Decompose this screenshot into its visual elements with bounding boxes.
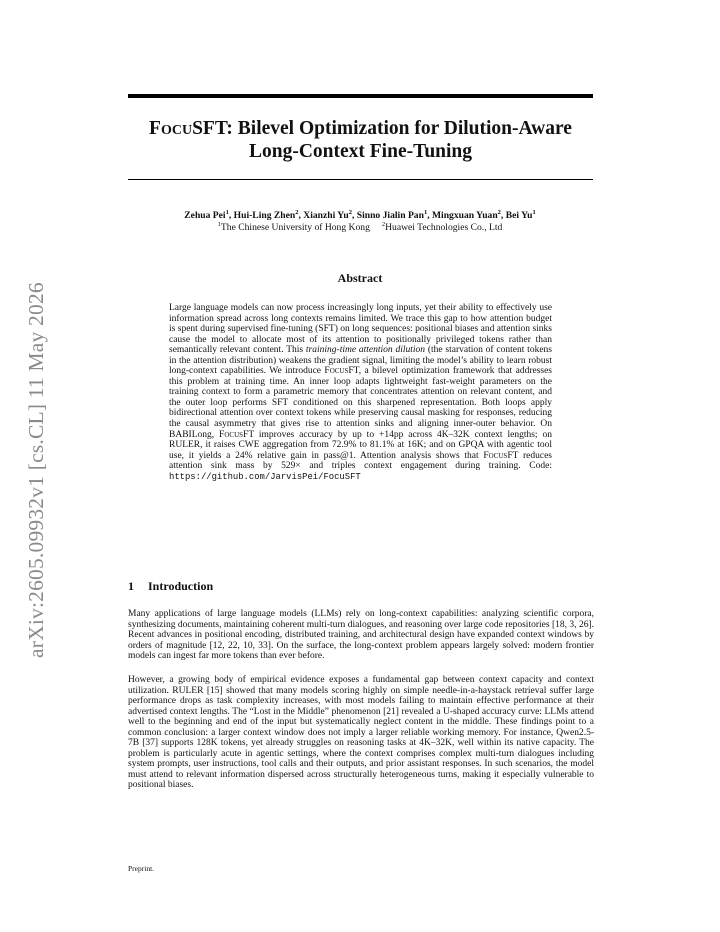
preprint-footnote: Preprint.: [128, 864, 155, 873]
title-method-name: FocuSFT: [149, 118, 227, 139]
paper-title: [120, 117, 601, 163]
author-list: Zehua Pei$^1$, Hui-Ling Zhen$^2$, Xianzhi Yu$^2$, Sinno Jialin Pan$^1$, Mingxuan Yuan$^2$, Bei Yu$^1$: [184, 209, 536, 221]
author: Mingxuan Yuan$^2$: [431, 209, 501, 221]
author: Sinno Jialin Pan$^1$: [356, 209, 428, 221]
affiliation: $^1$The Chinese University of Hong Kong: [217, 221, 370, 233]
abstract-emphasis: training-time attention dilution: [305, 345, 426, 356]
affiliation: $^2$Huawei Technologies Co., Ltd: [381, 221, 503, 233]
code-repository-link[interactable]: https://github.com/JarvisPei/FocuSFT: [169, 471, 361, 482]
author: Hui-Ling Zhen$^2$: [233, 209, 299, 221]
abstract-body: Large language models can now process increasingly long inputs, yet their ability to effectively use information spread across long contexts remains limited. We trace this gap to how attention budget is spent during supervised fine-tuning (SFT) on long sequences: positional biases and attention sinks cause the model to allocate most of its attention to positionally privileged tokens rather than semantically relevant content. This training-time attention dilution (the starvation of content tokens in the attention distribution) weakens the gradient signal, limiting the model’s ability to learn robust long-context capabilities. We introduce FocusFT, a bilevel optimization framework that addresses this problem at training time. An inner loop adapts lightweight fast-weight parameters on the training context to form a parametric memory that concentrates attention on relevant content, and the outer loop performs SFT conditioned on this sharpened representation. Both loops apply bidirectional attention over context tokens while preserving causal masking for responses, reducing the causal asymmetry that gives rise to attention sinks and aligning inner-outer behavior. On BABILong, FocusFT improves accuracy by up to +14pp across 4K–32K context lengths; on RULER, it raises CWE aggregation from 72.9% to 81.1% at 16K; and on GPQA with agentic tool use, it yields a 24% relative gain in pass@1. Attention analysis shows that FocusFT reduces attention sink mass by 529× and triples context engagement during training. Code: https://github.com/JarvisPei/FocuSFT: [169, 303, 553, 482]
title-bottom-rule: [128, 179, 593, 180]
affiliation-list: [110, 222, 610, 234]
author: Bei Yu$^1$: [505, 209, 536, 221]
arxiv-identifier-stamp: arXiv:2605.09932v1 [cs.CL] 11 May 2026: [24, 282, 48, 658]
author: Xianzhi Yu$^2$: [303, 209, 352, 221]
body-paragraph: However, a growing body of empirical evidence exposes a fundamental gap between context capacity and context utilization. RULER [15] showed that many models scoring highly on simple needle-in-a-haystack retrieval suffer large performance drops as task complexity increases, with most models failing to maintain effective performance at their advertised context lengths. The “Lost in the Middle” phenomenon [21] revealed a U-shaped accuracy curve: LLMs attend well to the beginning and end of the input but systematically neglect content in the middle. These findings point to a common conclusion: a larger context window does not imply a larger reliable working memory. For instance, Qwen2.5-7B [37] supports 128K tokens, yet already struggles on reasoning tasks at 4K–32K, well within its native capacity. The problem is particularly acute in agentic settings, where the context comprises complex multi-turn dialogues including system prompts, user instructions, tool calls and their outputs, and prior assistant responses. In such scenarios, the model must attend to relevant information dispersed across structurally heterogeneous turns, making it especially vulnerable to positional biases.: [128, 675, 594, 791]
abstract-heading: Abstract: [337, 271, 383, 285]
title-top-rule: [128, 94, 593, 98]
author: Zehua Pei$^1$: [184, 209, 229, 221]
title-line1-rest: : Bilevel Optimization for Dilution-Aware: [226, 118, 572, 139]
section-heading-introduction: 1 Introduction: [128, 579, 214, 593]
title-line2: Long-Context Fine-Tuning: [248, 141, 473, 162]
body-paragraph: Many applications of large language models (LLMs) rely on long-context capabilities: analyzing scientific corpora, synthesizing documents, maintaining coherent multi-turn dialogues, and reasoning over large code repositories [18, 3, 26]. Recent advances in positional encoding, distributed training, and architectural design have expanded context windows by orders of magnitude [12, 22, 10, 33]. On the surface, the long-context problem appears largely solved: modern frontier models can ingest far more tokens than ever before.: [128, 609, 594, 662]
